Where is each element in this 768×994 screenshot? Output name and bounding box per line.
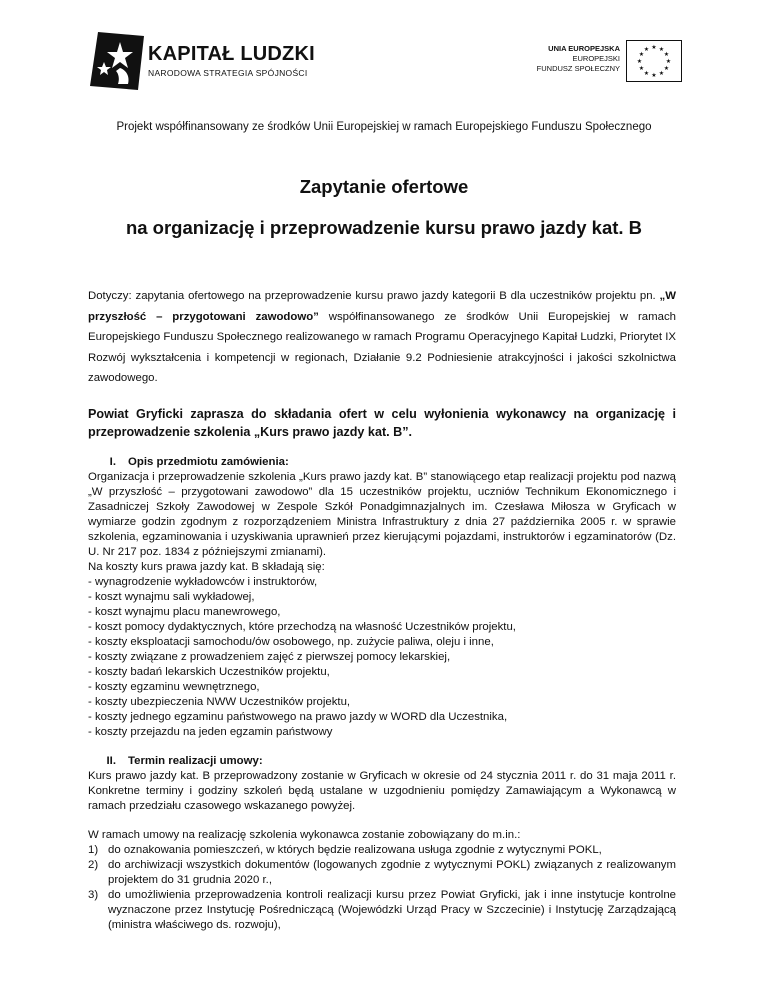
list-item-text: do archiwizacji wszystkich dokumentów (logowanych zgodnie z wytycznymi POKL) związanych z realizowanym projektem do 31 grudnia 2020 r., <box>108 858 676 886</box>
kapital-ludzki-emblem-icon <box>90 32 144 90</box>
cost-item: - koszty związane z prowadzeniem zajęć z pierwszej pomocy lekarskiej, <box>88 650 451 663</box>
kapital-ludzki-logo <box>90 32 315 92</box>
section-2-paragraph: Kurs prawo jazdy kat. B przeprowadzony zostanie w Gryficach w okresie od 24 stycznia 2011 r. do 31 maja 2011 r. Konkretne terminy i godziny szkoleń będą ustalane w uzgodnieniu pomiędzy Zamawiającym a Wykonawcą w ramach przedziału czasowego wskazanego powyżej. <box>88 769 676 812</box>
intro-prefix: Dotyczy: zapytania ofertowego na przeprowadzenie kursu prawo jazdy kategorii B dla uczestników projektu pn. <box>88 290 660 302</box>
svg-text:★: ★ <box>643 46 650 53</box>
eu-logo <box>514 40 682 82</box>
svg-text:★: ★ <box>658 46 665 53</box>
svg-text:★: ★ <box>638 51 645 58</box>
section-1-title: Opis przedmiotu zamówienia: <box>128 455 289 468</box>
list-item-text: do oznakowania pomieszczeń, w których będzie realizowana usługa zgodnie z wytycznymi POKL, <box>108 843 602 856</box>
intro-paragraph <box>88 286 676 389</box>
svg-text:★: ★ <box>651 44 657 51</box>
list-item-number: 2) <box>88 858 99 871</box>
eu-logo-line2: EUROPEJSKI <box>572 54 620 63</box>
kapital-ludzki-subtitle: NARODOWA STRATEGIA SPÓJNOŚCI <box>148 68 308 78</box>
eu-logo-line1: UNIA EUROPEJSKA <box>548 44 620 53</box>
list-item <box>88 888 676 933</box>
document-title: Zapytanie ofertowe <box>299 176 469 197</box>
section-2 <box>88 754 676 814</box>
svg-text:★: ★ <box>658 70 665 77</box>
cost-item: - koszt wynajmu sali wykładowej, <box>88 590 255 603</box>
cost-item: - koszty jednego egzaminu państwowego na prawo jazdy w WORD dla Uczestnika, <box>88 710 508 723</box>
cost-item: - wynagrodzenie wykładowców i instruktorów, <box>88 575 318 588</box>
list-item-number: 3) <box>88 888 99 901</box>
obligations-list <box>88 843 676 933</box>
eu-flag-icon <box>626 40 682 82</box>
list-item <box>88 843 676 858</box>
kapital-ludzki-title: KAPITAŁ LUDZKI <box>148 43 315 65</box>
obligations-intro: W ramach umowy na realizację szkolenia wykonawca zostanie zobowiązany do m.in.: <box>88 828 521 841</box>
cost-item: - koszty ubezpieczenia NWW Uczestników projektu, <box>88 695 351 708</box>
eu-logo-line3: FUNDUSZ SPOŁECZNY <box>536 64 620 73</box>
svg-text:★: ★ <box>636 58 643 65</box>
cost-item: - koszt wynajmu placu manewrowego, <box>88 605 281 618</box>
list-item <box>88 858 676 888</box>
svg-text:★: ★ <box>638 65 645 72</box>
section-2-number: II. <box>106 754 116 767</box>
obligations <box>88 828 676 933</box>
svg-text:★: ★ <box>651 72 657 79</box>
section-1-body <box>88 470 676 740</box>
section-2-body <box>88 769 676 814</box>
svg-text:★: ★ <box>643 70 650 77</box>
cost-item: - koszty eksploatacji samochodu/ów osobowego, np. zużycie paliwa, oleju i inne, <box>88 635 494 648</box>
intro-suffix: współfinansowanego ze środków Unii Europejskiej w ramach Europejskiego Funduszu Społecznego realizowanego w ramach Programu Operacyjnego Kapitał Ludzki, Priorytet IX Rozwój wykształcenia i kompetencji w regionach, Działanie 9.2 Podniesienie atrakcyjności i jakości szkolnictwa zawodowego. <box>88 310 676 384</box>
document-body <box>88 286 676 933</box>
cost-item: - koszty badań lekarskich Uczestników projektu, <box>88 665 330 678</box>
svg-text:★: ★ <box>665 58 672 65</box>
section-1-number: I. <box>109 455 116 468</box>
section-2-heading <box>88 754 676 769</box>
cost-item: - koszty przejazdu na jeden egzamin państwowy <box>88 725 333 738</box>
document-subtitle: na organizację i przeprowadzenie kursu prawo jazdy kat. B <box>125 217 643 238</box>
project-name: „W przyszłość – przygotowani zawodowo” <box>88 290 676 323</box>
cofinancing-note: Projekt współfinansowany ze środków Unii Europejskiej w ramach Europejskiego Funduszu Społecznego <box>116 121 652 133</box>
svg-text:★: ★ <box>663 51 670 58</box>
list-item-number: 1) <box>88 843 99 856</box>
svg-text:★: ★ <box>663 65 670 72</box>
section-1 <box>88 455 676 740</box>
cost-item: - koszt pomocy dydaktycznych, które przechodzą na własność Uczestników projektu, <box>88 620 516 633</box>
section-2-title: Termin realizacji umowy: <box>128 754 263 767</box>
eu-logo-text <box>537 44 620 74</box>
section-1-paragraph: Organizacja i przeprowadzenie szkolenia „Kurs prawo jazdy kat. B” stanowiącego etap realizacji projektu pod nazwą „W przyszłość – przygotowani zawodowo” dla 15 uczestników projektu, uczniów Technikum Ekonomicznego i Zasadniczej Szkoły Zawodowej w Zespole Szkół Ponadgimnazjalnych im. Czesława Miłosza w Gryficach w wymiarze godzin zgodnym z rozporządzeniem Ministra Infrastruktury z dnia 27 października 2005 r. w sprawie szkolenia, egzaminowania i uzyskiwania uprawnień przez kierującymi pojazdami, instruktorów i egzaminatorów (Dz. U. Nr 217 poz. 1834 z późniejszymi zmianami). <box>88 470 676 558</box>
costs-intro: Na koszty kurs prawa jazdy kat. B składają się: <box>88 560 325 573</box>
list-item-text: do umożliwienia przeprowadzenia kontroli realizacji kursu przez Powiat Gryficki, jak i inne instytucje kontrolne wyznaczone przez Instytucję Pośredniczącą (Wojewódzki Urząd Pracy w Szczecinie) i Instytucję Zarządzającą (ministra właściwego ds. rozwoju), <box>108 888 676 931</box>
section-1-heading <box>88 455 676 470</box>
invitation-paragraph: Powiat Gryficki zaprasza do składania ofert w celu wyłonienia wykonawcy na organizację i przeprowadzenie szkolenia „Kurs prawo jazdy kat. B”. <box>88 406 676 439</box>
cost-item: - koszty egzaminu wewnętrznego, <box>88 680 260 693</box>
